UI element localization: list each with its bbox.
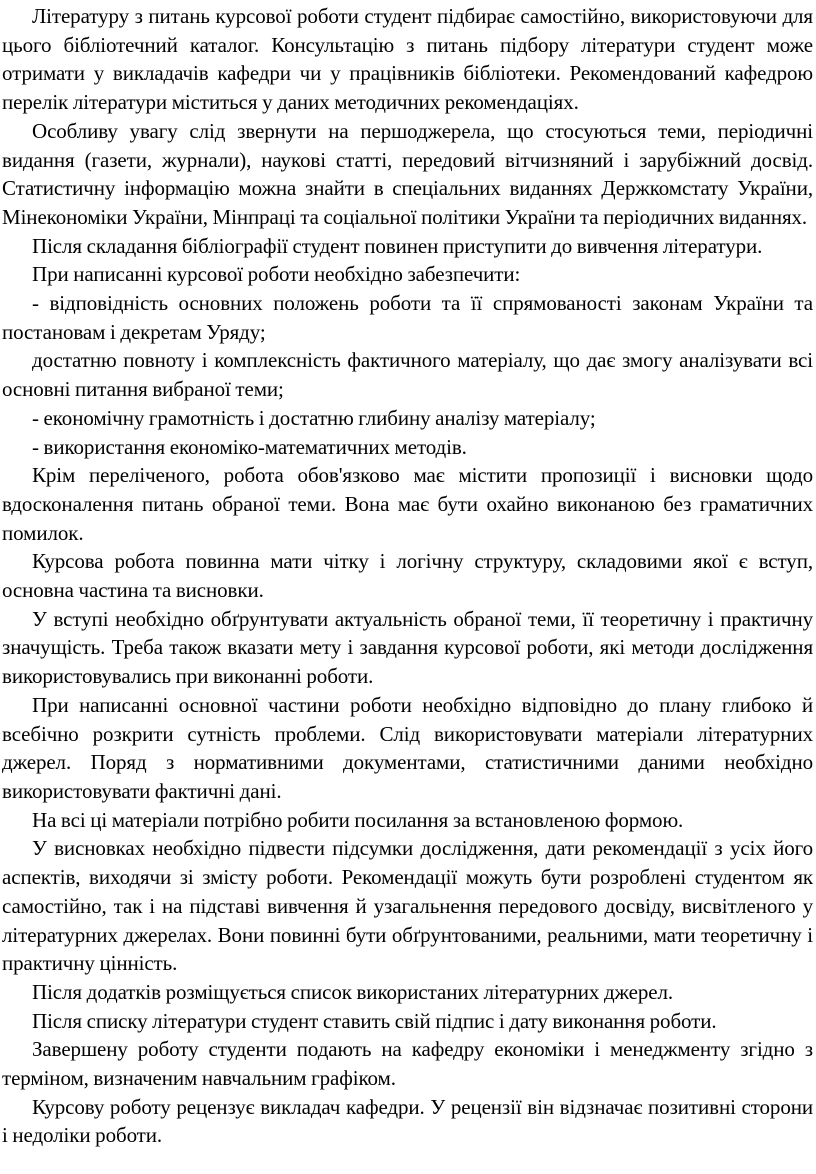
paragraph-main-part: При написанні основної частини роботи необхідно відповідно до плану глибоко й всебічно розкрити сутність проблеми. Слід використовувати матеріали літературних джерел. Поряд з нормативними документами, статистичними даними необхідно використовувати фактичні дані.: [2, 692, 813, 803]
paragraph-requirements-intro: При написанні курсової роботи необхідно забезпечити:: [32, 262, 521, 287]
paragraph-conclusions: У висновках необхідно підвести підсумки дослідження, дати рекомендації з усіх його аспектів, виходячи зі змісту роботи. Рекомендації можуть бути розроблені студентом як самостійно, так і на підставі вивчення й узагальнення передового досвіду, висвітленого у літературних джерелах. Вони повинні бути обґрунтованими, реальними, мати теоретичну і практичну цінність.: [2, 836, 813, 976]
list-item-methods: - використання економіко-математичних методів.: [32, 434, 467, 459]
list-item-completeness: достатню повноту і комплексність фактичного матеріалу, що дає змогу аналізувати всі основні питання вибраної теми;: [2, 348, 813, 402]
paragraph-primary-sources: Особливу увагу слід звернути на першоджерела, що стосуються теми, періодичні видання (газети, журнали), наукові статті, передовий вітчизняний і зарубіжний досвід. Статистичну інформацію можна знайти в спеціальних виданнях Держкомстату України, Мінекономіки України, Мінпраці та соціальної політики України та періодичних виданнях.: [2, 118, 813, 229]
list-item-compliance: - відповідність основних положень роботи та її спрямованості законам України та постановам і декретам Уряду;: [2, 291, 813, 344]
paragraph-bibliography: Після складання бібліографії студент повинен приступити до вивчення літератури.: [32, 233, 763, 258]
paragraph-structure: Курсова робота повинна мати чітку і логічну структуру, складовими якої є вступ, основна частина та висновки.: [2, 549, 813, 603]
paragraph-signature: Після списку літератури студент ставить свій підпис і дату виконання роботи.: [32, 1008, 717, 1033]
paragraph-literature-selection: Літературу з питань курсової роботи студент підбирає самостійно, використовуючи для цього бібліотечний каталог. Консультацію з питань підбору літератури студент може отримати у викладачів кафедри чи у працівників бібліотеки. Рекомендований кафедрою перелік літератури міститься у даних методичних рекомендаціях.: [2, 4, 813, 115]
paragraph-submission: Завершену роботу студенти подають на кафедру економіки і менеджменту згідно з терміном, визначеним навчальним графіком.: [2, 1037, 813, 1091]
list-item-literacy: - економічну грамотність і достатню глибину аналізу матеріалу;: [32, 405, 596, 430]
paragraph-review: Курсову роботу рецензує викладач кафедри. У рецензії він відзначає позитивні сторони і недоліки роботи.: [2, 1094, 813, 1148]
paragraph-appendices: Після додатків розміщується список використаних літературних джерел.: [32, 979, 674, 1004]
paragraph-references-form: На всі ці матеріали потрібно робити посилання за встановленою формою.: [32, 807, 684, 832]
paragraph-proposals: Крім переліченого, робота обов'язково має містити пропозиції і висновки щодо вдосконалення питань обраної теми. Вона має бути охайно виконаною без граматичних помилок.: [2, 463, 813, 545]
paragraph-introduction: У вступі необхідно обґрунтувати актуальність обраної теми, її теоретичну і практичну значущість. Треба також вказати мету і завдання курсової роботи, які методи дослідження використовувались при виконанні роботи.: [2, 606, 813, 689]
